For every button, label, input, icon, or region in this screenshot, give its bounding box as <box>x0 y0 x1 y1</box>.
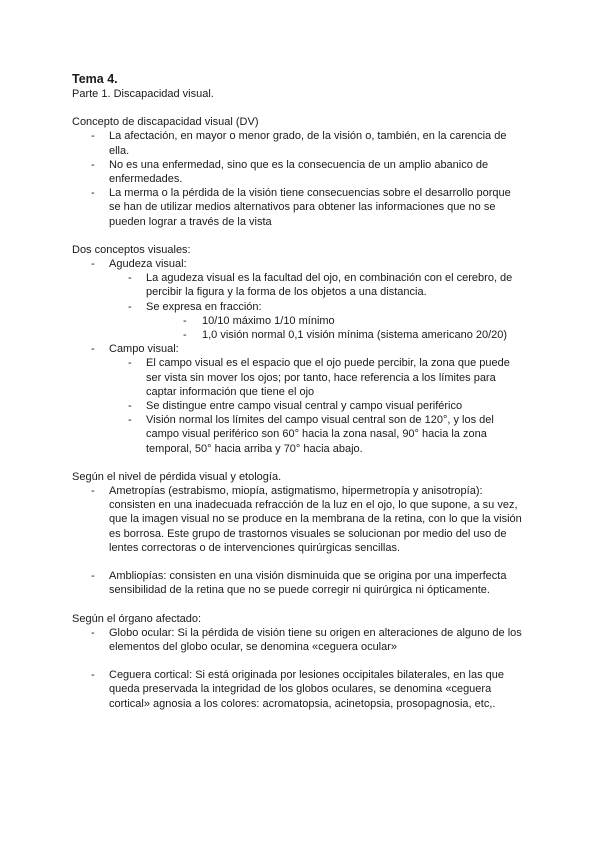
two-concepts-list <box>72 257 522 456</box>
list-item: - No es una enfermedad, sino que es la consecuencia de un amplio abanico de enfermedades. <box>72 158 522 186</box>
list-item-campo <box>72 342 522 456</box>
concept-heading: Concepto de discapacidad visual (DV) <box>72 116 259 129</box>
organ-list <box>72 626 522 711</box>
loss-level-heading: Según el nivel de pérdida visual y etología. <box>72 470 282 483</box>
list-item: - Ceguera cortical: Si está originada por lesiones occipitales bilaterales, en las que queda preservada la integridad de los globos oculares, se denomina «ceguera cortical» agnosia a los colores: acromatopsia, acinetopsia, prosopagnosia, etc,. <box>72 668 522 711</box>
list-item: - Ametropías (estrabismo, miopía, astigmatismo, hipermetropía y anisotropía): consisten en una inadecuada refracción de la luz en el ojo, lo que supone, a su vez, que la imagen visual no se produce en la membrana de la retina, con lo que la visión es borrosa. Este grupo de trastornos visuales se solucionan por medio del uso de lentes correctoras o de intervenciones quirúrgicas sencillas. <box>72 484 522 555</box>
list-item: - Globo ocular: Si la pérdida de visión tiene su origen en alteraciones de alguno de los elementos del globo ocular, se denomina «ceguera ocular» <box>72 626 522 654</box>
list-item: - El campo visual es el espacio que el ojo puede percibir, la zona que puede ser vista sin mover los ojos; por tanto, hace referencia a los límites para captar información que tiene el ojo <box>109 356 522 399</box>
list-item: - Ambliopías: consisten en una visión disminuida que se origina por una imperfecta sensibilidad de la retina que no se puede corregir ni quirúrgica ni ópticamente. <box>72 569 522 597</box>
agudeza-label: Agudeza visual: <box>109 258 187 271</box>
fraction-label: Se expresa en fracción: <box>146 300 262 313</box>
list-item <box>109 300 522 343</box>
campo-label: Campo visual: <box>109 343 179 356</box>
concept-list <box>72 129 522 228</box>
list-item-agudeza <box>72 257 522 342</box>
list-item: - Se distingue entre campo visual central y campo visual periférico <box>109 399 522 413</box>
list-item: - La merma o la pérdida de la visión tiene consecuencias sobre el desarrollo porque se han de utilizar medios alternativos para obtener las informaciones que no se pueden lograr a través de la vista <box>72 186 522 229</box>
organ-heading: Según el órgano afectado: <box>72 612 202 625</box>
document-title: Tema 4. <box>72 72 118 86</box>
loss-level-list <box>72 484 522 597</box>
part-title: Parte 1. Discapacidad visual. <box>72 88 214 100</box>
list-item: - 1,0 visión normal 0,1 visión mínima (sistema americano 20/20) <box>183 328 522 342</box>
two-concepts-heading: Dos conceptos visuales: <box>72 243 191 256</box>
list-item: - La afectación, en mayor o menor grado, de la visión o, también, en la carencia de ella. <box>72 129 522 157</box>
list-item: - Visión normal los límites del campo visual central son de 120°, y los del campo visual periférico son 60° hacia la zona nasal, 90° hacia la zona temporal, 50° hacia arriba y 70° hacia abajo. <box>109 413 522 456</box>
document-content <box>72 72 522 711</box>
list-item: - La agudeza visual es la facultad del ojo, en combinación con el cerebro, de percibir la figura y la forma de los objetos a una distancia. <box>109 271 522 299</box>
campo-list <box>109 356 522 455</box>
agudeza-list <box>109 271 522 342</box>
list-item: - 10/10 máximo 1/10 mínimo <box>183 314 522 328</box>
fraction-list <box>183 314 522 342</box>
